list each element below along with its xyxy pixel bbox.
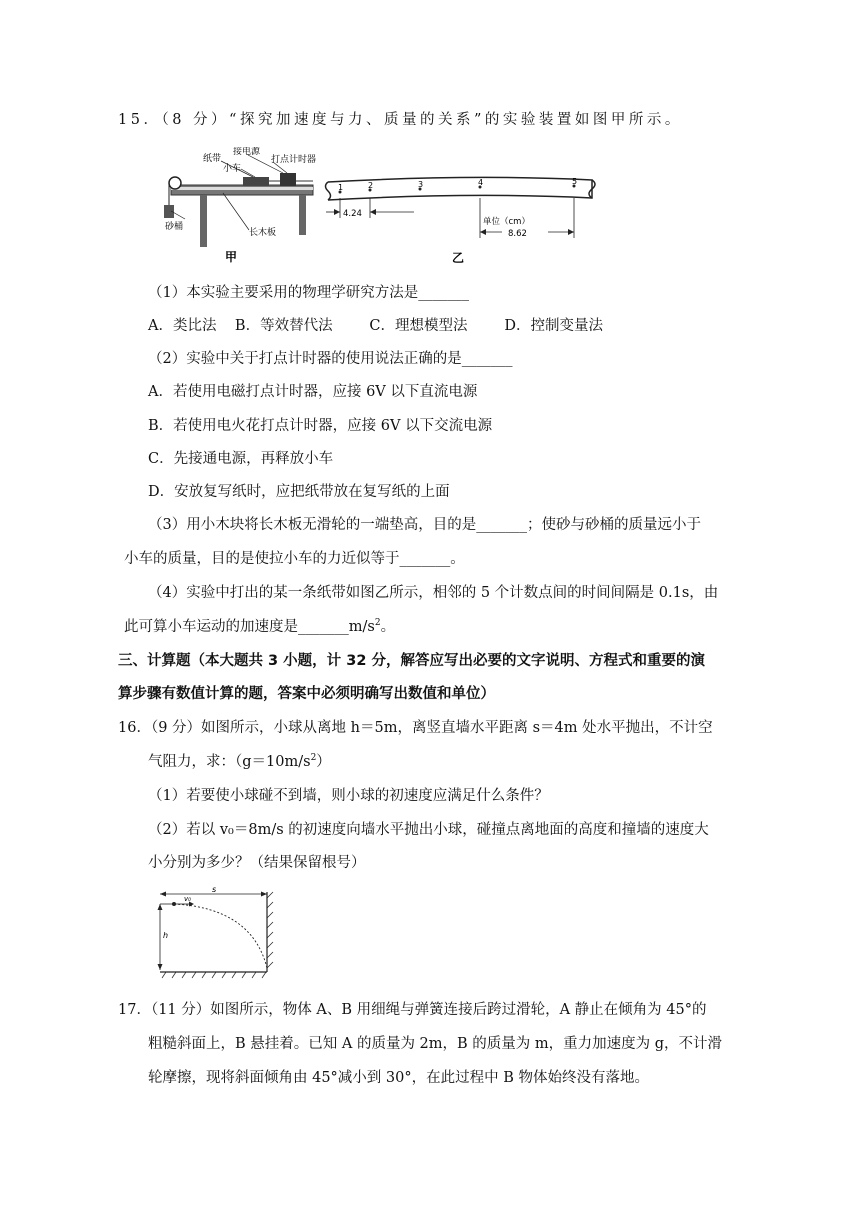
distance-4-24: 4.24 [343,209,362,219]
point-1: 1 [338,183,344,192]
point-5: 5 [572,177,578,186]
caption-jia: 甲 [225,250,238,264]
q15-part2-option-c: C．先接通电源，再释放小车 [148,451,334,467]
figure-q16 [152,886,284,980]
q16-line2: 气阻力，求：$(g=10m/s^2)$ [148,753,331,770]
label-v0: v₀ [184,895,191,903]
point-3: 3 [418,180,424,189]
caption-yi: 乙 [452,251,465,265]
section3-heading-line2: 算步骤有数值计算的题，答案中必须明确写出数值和单位） [118,686,495,702]
label-h: h [163,931,169,940]
q15-part1-options: A．类比法 B．等效替代法 C．理想模型法 D．控制变量法 [148,318,604,334]
q16-part1: （1）若要使小球碰不到墙，则小球的初速度应满足什么条件？ [148,788,549,804]
label-dadianjishiqi: 打点计时器 [271,155,317,165]
label-changmuban: 长木板 [249,228,277,238]
label-zhidai: 纸带 [203,154,222,164]
figure-yi [322,170,606,270]
label-s: s [212,886,217,894]
figure-jia [163,147,323,269]
q15-part1: （1）本实验主要采用的物理学研究方法是_______ [148,285,469,301]
distance-8-62: 8.62 [508,229,527,239]
q15-part2: （2）实验中关于打点计时器的使用说法正确的是_______ [148,351,513,367]
q15-part2-option-a: A．若使用电磁打点计时器，应接 6V 以下直流电源 [148,384,478,400]
point-2: 2 [368,181,374,190]
q16-part2-line2: 小分别为多少？（结果保留根号） [148,855,366,871]
unit-label: 单位（cm） [483,217,530,227]
q15-part2-option-b: B．若使用电火花打点计时器，应接 6V 以下交流电源 [148,418,493,434]
q17-line2: 粗糙斜面上，B 悬挂着。已知 A 的质量为 2m，B 的质量为 m，重力加速度为 g，不计滑 [148,1036,723,1052]
q17-line3: 轮摩擦，现将斜面倾角由 45°减小到 30°，在此过程中 B 物体始终没有落地。 [148,1070,649,1086]
label-jiedianyuan: 接电源 [233,147,261,157]
q15-part4-line1: （4）实验中打出的某一条纸带如图乙所示，相邻的 5 个计数点间的时间间隔是 0.1s，由 [148,585,719,601]
q17-line1: 17．（11 分）如图所示，物体 A、B 用细绳与弹簧连接后跨过滑轮，A 静止在倾角为 45°的 [118,1002,707,1018]
q15-part2-option-d: D．安放复写纸时，应把纸带放在复写纸的上面 [148,484,450,500]
label-shatong: 砂桶 [165,222,184,232]
q15-part3-line2: 小车的质量，目的是使拉小车的力近似等于_______。 [124,551,465,567]
q16-part2-line1: （2）若以 v₀＝8m/s 的初速度向墙水平抛出小球，碰撞点离地面的高度和撞墙的速度大 [148,822,709,838]
q15-title: 15．（8 分）“探究加速度与力、质量的关系”的实验装置如图甲所示。 [118,112,683,128]
q16-line1: 16．（9 分）如图所示，小球从离地 h＝5m，离竖直墙水平距离 s＝4m 处水平抛出，不计空 [118,720,713,736]
q15-part4-line2: 此可算小车运动的加速度是$\_\_\_\_\_\_\_m/s^2$。 [124,618,396,635]
label-xiaoche: 小车 [223,164,242,174]
section3-heading-line1: 三、计算题（本大题共 3 小题，计 32 分，解答应写出必要的文字说明、方程式和重要的演 [118,653,705,669]
q15-part3-line1: （3）用小木块将长木板无滑轮的一端垫高，目的是_______；使砂与砂桶的质量远小于 [148,517,701,533]
point-4: 4 [478,178,484,187]
